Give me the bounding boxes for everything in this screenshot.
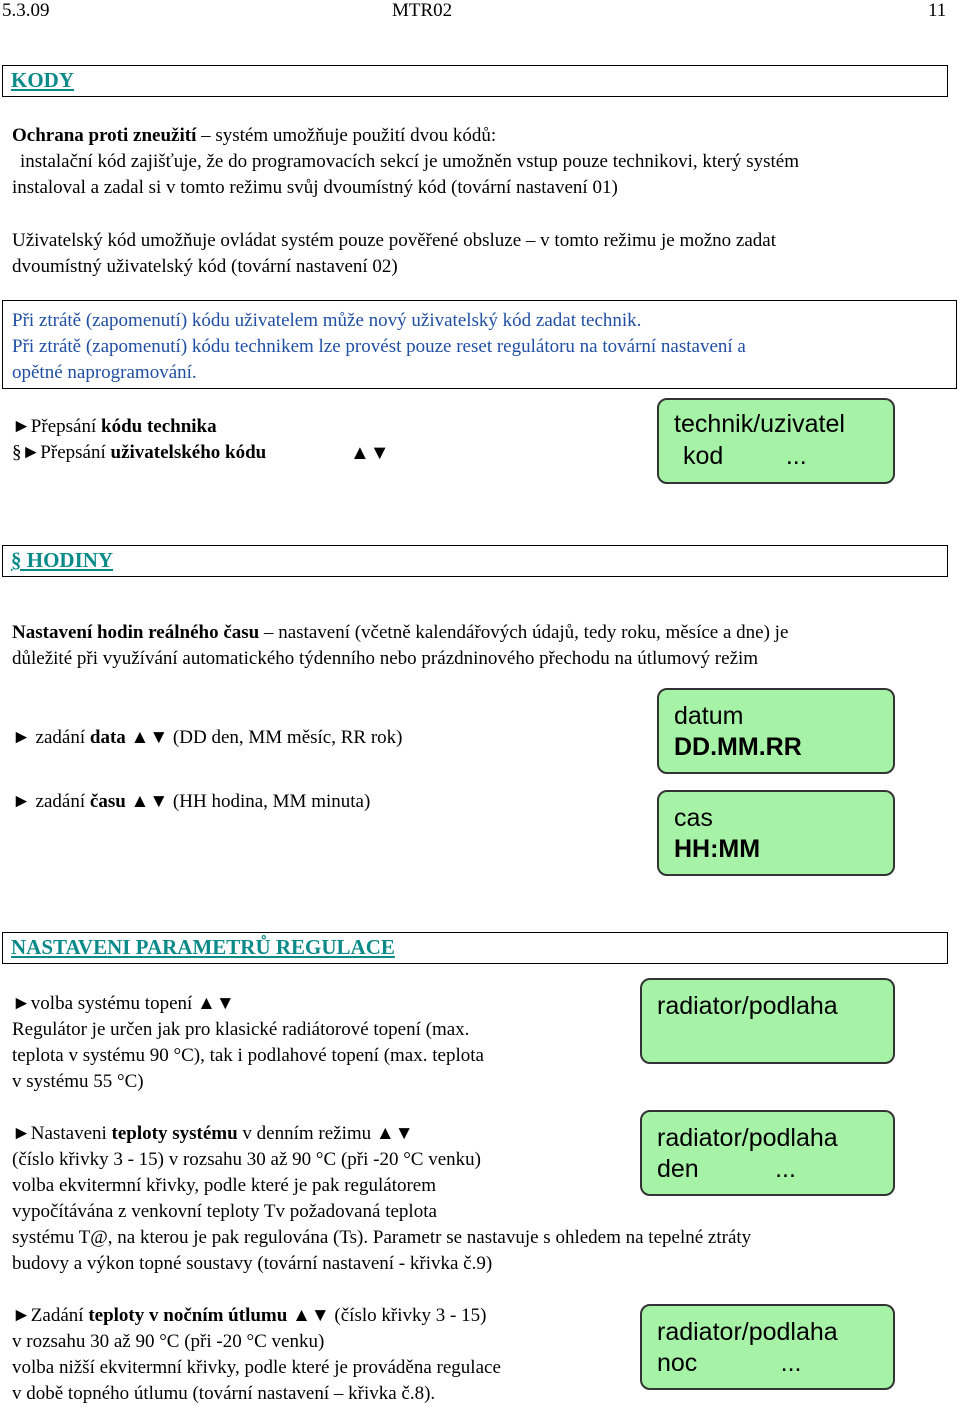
kody-p1-rest: – systém umožňuje použití dvou kódů: — [196, 125, 497, 146]
kody-paragraph-2-line-2: dvoumístný uživatelský kód (tovární nastavení 02) — [12, 256, 398, 277]
hodiny-p-rest: – nastavení (včetně kalendářových údajů, tedy roku, měsíce a dne) je — [259, 622, 789, 643]
lcd-datum-line-2: DD.MM.RR — [674, 733, 802, 761]
kody-item2-bold: uživatelského kódu — [110, 442, 267, 463]
hodiny-item-time — [12, 791, 370, 813]
param-s2-prefix: ►Nastaveni — [12, 1123, 112, 1144]
param-s2-line-2: (číslo křivky 3 - 15) v rozsahu 30 až 90 °C (při -20 °C venku) — [12, 1149, 481, 1170]
param-s2-rest: v denním režimu ▲▼ — [237, 1123, 414, 1144]
section-kody-bar — [2, 65, 948, 97]
page-number: 11 — [928, 0, 947, 21]
section-title-parametry: NASTAVENI PARAMETRŮ REGULACE — [11, 935, 395, 959]
lcd-display-radiator-noc — [640, 1304, 895, 1390]
param-s3-rest: ▲▼ (číslo křivky 3 - 15) — [287, 1305, 487, 1326]
lcd-datum-line-1: datum — [674, 702, 744, 730]
hodiny-time-rest: (HH hodina, MM minuta) — [172, 791, 371, 812]
lcd-cas-line-1: cas — [674, 804, 713, 832]
param-s3-line-1 — [12, 1305, 486, 1327]
section-title-hodiny: § HODINY — [11, 548, 114, 572]
lcd-param3-line-1: radiator/podlaha — [657, 1318, 838, 1346]
param-s3-line-2: v rozsahu 30 až 90 °C (při -20 °C venku) — [12, 1331, 325, 1352]
header-date: 5.3.09 — [2, 0, 50, 21]
hodiny-item-date — [12, 727, 402, 749]
param-s3-line-3: volba nižší ekvitermní křivky, podle které je prováděna regulace — [12, 1357, 501, 1378]
hodiny-time-arrows: ▲▼ — [125, 791, 173, 812]
param-s1-line-2: Regulátor je určen jak pro klasické radiátorové topení (max. — [12, 1019, 470, 1040]
lcd-kody-line-1: technik/uzivatel — [674, 410, 845, 438]
kody-item1-prefix: ►Přepsání — [12, 416, 101, 437]
param-s2-line-5: systému T@, na kterou je pak regulována (Ts). Parametr se nastavuje s ohledem na tepelné ztráty — [12, 1227, 752, 1248]
hodiny-time-bold: času — [89, 791, 126, 812]
lcd-cas-line-2: HH:MM — [674, 835, 761, 863]
lcd-display-technik-uzivatel — [657, 398, 895, 484]
param-s1-line-1: ►volba systému topení ▲▼ — [12, 993, 235, 1014]
hodiny-time-prefix: ► zadání — [12, 791, 90, 812]
param-s2-line-3: volba ekvitermní křivky, podle které je pak regulátorem — [12, 1175, 437, 1196]
kody-paragraph-2-line-1: Uživatelský kód umožňuje ovládat systém pouze pověřené obsluze – v tomto režimu je možno zadat — [12, 230, 776, 251]
kody-item-user — [12, 442, 266, 464]
kody-paragraph-1-line-2: instalační kód zajišťuje, že do programovacích sekcí je umožněn vstup pouze technikovi, který systém — [20, 151, 799, 172]
param-s2-bold: teploty systému — [111, 1123, 238, 1144]
kody-paragraph-1 — [12, 125, 496, 147]
param-s2-line-6: budovy a výkon topné soustavy (tovární nastavení - křivka č.9) — [12, 1253, 493, 1274]
header-model: MTR02 — [392, 0, 453, 21]
lcd-param3-line-2: noc ... — [657, 1349, 802, 1377]
kody-note-line-2: Při ztrátě (zapomenutí) kódu technikem lze provést pouze reset regulátoru na tovární nastavení a — [12, 336, 746, 357]
hodiny-date-rest: (DD den, MM měsíc, RR rok) — [172, 727, 403, 748]
lcd-display-radiator-podlaha — [640, 978, 895, 1064]
param-s1-line-4: v systému 55 °C) — [12, 1071, 144, 1092]
lcd-param2-line-2: den ... — [657, 1155, 796, 1183]
kody-item2-prefix: §►Přepsání — [12, 442, 111, 463]
param-s3-bold: teploty v nočním útlumu — [88, 1305, 288, 1326]
lcd-display-radiator-den — [640, 1110, 895, 1196]
lcd-param1-line-1: radiator/podlaha — [657, 992, 838, 1020]
hodiny-paragraph — [12, 622, 788, 644]
lcd-kody-line-2: kod ... — [683, 442, 807, 470]
lcd-param2-line-1: radiator/podlaha — [657, 1124, 838, 1152]
kody-paragraph-1-line-3: instaloval a zadal si v tomto režimu svůj dvoumístný kód (tovární nastavení 01) — [12, 177, 618, 198]
param-s3-line-4: v době topného útlumu (tovární nastavení – křivka č.8). — [12, 1383, 436, 1404]
param-s3-prefix: ►Zadání — [12, 1305, 89, 1326]
param-s2-line-1 — [12, 1123, 414, 1145]
kody-note-line-3: opětné naprogramování. — [12, 362, 197, 383]
param-s2-line-4: vypočítávána z venkovní teploty Tv požadovaná teplota — [12, 1201, 437, 1222]
hodiny-p-bold: Nastavení hodin reálného času — [12, 622, 260, 643]
kody-item-technik — [12, 416, 217, 438]
kody-note-line-1: Při ztrátě (zapomenutí) kódu uživatelem může nový uživatelský kód zadat technik. — [12, 310, 642, 331]
hodiny-paragraph-line-2: důležité při využívání automatického týdenního nebo prázdninového přechodu na útlumový režim — [12, 648, 759, 669]
kody-p1-bold: Ochrana proti zneužití — [12, 125, 197, 146]
lcd-display-cas — [657, 790, 895, 876]
hodiny-date-arrows: ▲▼ — [125, 727, 173, 748]
kody-arrows-icon: ▲▼ — [350, 442, 390, 464]
lcd-display-datum — [657, 688, 895, 774]
hodiny-date-prefix: ► zadání — [12, 727, 90, 748]
kody-item1-bold: kódu technika — [101, 416, 217, 437]
section-hodiny-bar — [2, 545, 948, 577]
hodiny-date-bold: data — [89, 727, 126, 748]
section-title-kody: KODY — [11, 68, 74, 92]
param-s1-line-3: teplota v systému 90 °C), tak i podlahové topení (max. teplota — [12, 1045, 484, 1066]
